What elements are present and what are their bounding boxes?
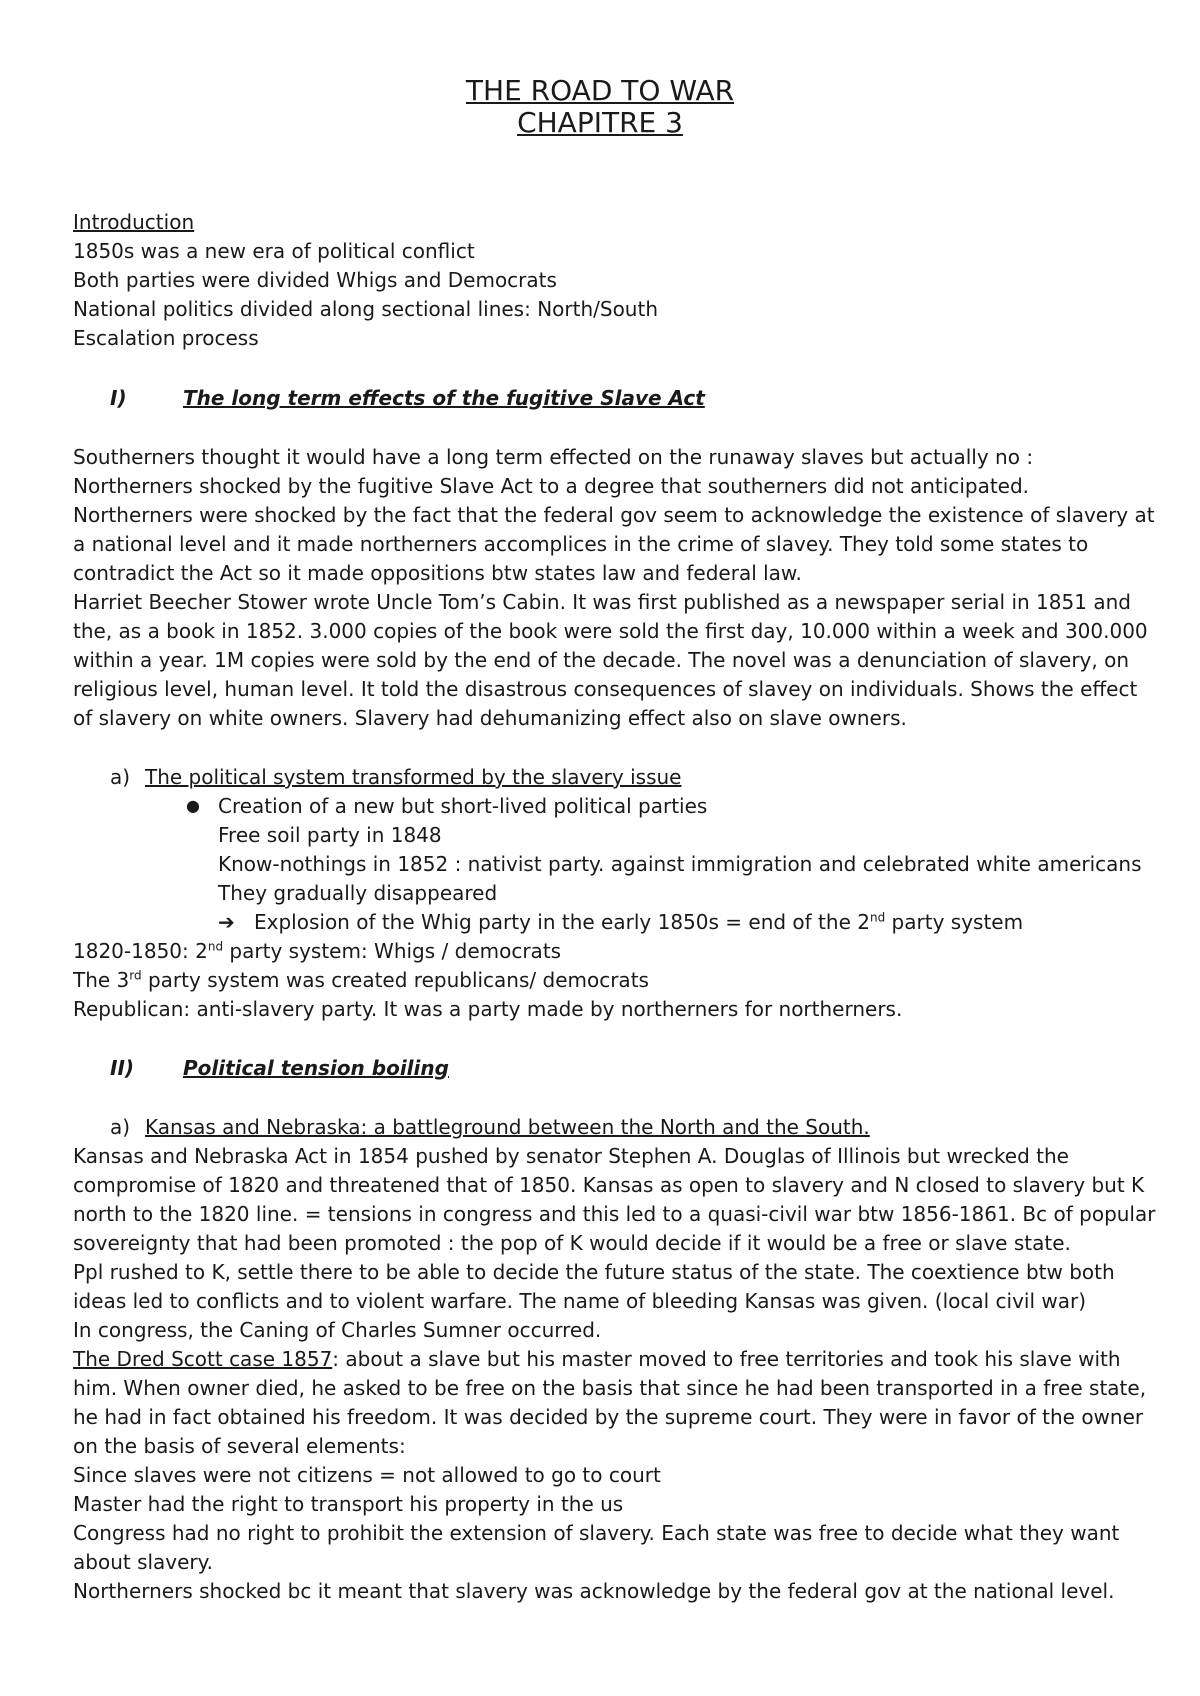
text-part: party system: Whigs / democrats — [223, 939, 562, 963]
subsection-2a-heading: Kansas and Nebraska: a battleground between the North and the South. — [145, 1115, 870, 1139]
paragraph-line: on the basis of several elements: — [73, 1434, 406, 1458]
paragraph-line: sovereignty that had been promoted : the pop of K would decide if it would be a free or slave state. — [73, 1231, 1071, 1255]
arrow-right-icon: ➔ — [218, 910, 235, 934]
superscript: nd — [869, 910, 886, 925]
paragraph-line: of slavery on white owners. Slavery had dehumanizing effect also on slave owners. — [73, 706, 907, 730]
text-part: : about a slave but his master moved to free territories and took his slave with — [332, 1347, 1121, 1371]
paragraph-line: contradict the Act so it made oppositions btw states law and federal law. — [73, 561, 802, 585]
superscript: nd — [207, 939, 224, 954]
paragraph-line: north to the 1820 line. = tensions in congress and this led to a quasi-civil war btw 1856-1861. Bc of popular — [73, 1202, 1156, 1226]
paragraph-line — [73, 936, 561, 966]
indented-line: Free soil party in 1848 — [218, 823, 442, 847]
paragraph-line: Congress had no right to prohibit the extension of slavery. Each state was free to decide what they want — [73, 1521, 1120, 1545]
paragraph-line: In congress, the Caning of Charles Sumner occurred. — [73, 1318, 602, 1342]
section-1-heading: The long term effects of the fugitive Slave Act — [183, 386, 705, 410]
paragraph-line: Since slaves were not citizens = not allowed to go to court — [73, 1463, 661, 1487]
paragraph-line: religious level, human level. It told the disastrous consequences of slavey on individuals. Shows the effect — [73, 677, 1138, 701]
section-1-marker: I) — [110, 386, 127, 410]
paragraph-line: him. When owner died, he asked to be free on the basis that since he had been transported in a free state, — [73, 1376, 1147, 1400]
dred-scott-label: The Dred Scott case 1857 — [73, 1347, 333, 1371]
section-2-heading: Political tension boiling — [183, 1056, 449, 1080]
paragraph-line: ideas led to conflicts and to violent warfare. The name of bleeding Kansas was given. (local civil war) — [73, 1289, 1087, 1313]
paragraph-line: Kansas and Nebraska Act in 1854 pushed by senator Stephen A. Douglas of Illinois but wrecked the — [73, 1144, 1069, 1168]
text-part: 1820-1850: 2 — [73, 939, 208, 963]
indented-line: They gradually disappeared — [218, 881, 498, 905]
intro-line: 1850s was a new era of political conflict — [73, 239, 475, 263]
paragraph-line: within a year. 1M copies were sold by the end of the decade. The novel was a denunciation of slavery, on — [73, 648, 1130, 672]
intro-line: National politics divided along sectional lines: North/South — [73, 297, 658, 321]
intro-line: Escalation process — [73, 326, 259, 350]
paragraph-line: he had in fact obtained his freedom. It was decided by the supreme court. They were in favor of the owner — [73, 1405, 1144, 1429]
paragraph-line — [73, 965, 649, 995]
title-line-2: CHAPITRE 3 — [517, 106, 683, 139]
arrow-text — [254, 907, 1023, 937]
indented-line: Know-nothings in 1852 : nativist party. against immigration and celebrated white americans — [218, 852, 1142, 876]
paragraph-line — [73, 1344, 1121, 1374]
paragraph-line: Northerners were shocked by the fact that the federal gov seem to acknowledge the existence of slavery at — [73, 503, 1155, 527]
subsection-1a-heading: The political system transformed by the slavery issue — [145, 765, 682, 789]
title-line-1: THE ROAD TO WAR — [465, 74, 735, 107]
subsection-1a-marker: a) — [110, 765, 131, 789]
text-part: The 3 — [73, 968, 130, 992]
paragraph-line: Northerners shocked bc it meant that slavery was acknowledge by the federal gov at the national level. — [73, 1579, 1115, 1603]
bullet-text: Creation of a new but short-lived political parties — [218, 794, 708, 818]
paragraph-line: Master had the right to transport his property in the us — [73, 1492, 624, 1516]
superscript: rd — [129, 968, 142, 983]
paragraph-line: Ppl rushed to K, settle there to be able to decide the future status of the state. The coextience btw both — [73, 1260, 1115, 1284]
arrow-text-part: party system — [885, 910, 1024, 934]
paragraph-line: Harriet Beecher Stower wrote Uncle Tom’s Cabin. It was first published as a newspaper serial in 1851 and — [73, 590, 1131, 614]
paragraph-line: about slavery. — [73, 1550, 213, 1574]
intro-heading: Introduction — [73, 210, 195, 234]
paragraph-line: Republican: anti-slavery party. It was a party made by northerners for northerners. — [73, 997, 903, 1021]
subsection-2a-marker: a) — [110, 1115, 131, 1139]
arrow-text-part: Explosion of the Whig party in the early 1850s = end of the 2 — [254, 910, 870, 934]
paragraph-line: Southerners thought it would have a long term effected on the runaway slaves but actually no : — [73, 445, 1034, 469]
paragraph-line: compromise of 1820 and threatened that of 1850. Kansas as open to slavery and N closed to slavery but K — [73, 1173, 1145, 1197]
paragraph-line: the, as a book in 1852. 3.000 copies of the book were sold the first day, 10.000 within a week and 300.000 — [73, 619, 1148, 643]
intro-line: Both parties were divided Whigs and Democrats — [73, 268, 557, 292]
bullet-icon: ● — [186, 796, 200, 815]
text-part: party system was created republicans/ democrats — [141, 968, 649, 992]
paragraph-line: Northerners shocked by the fugitive Slave Act to a degree that southerners did not anticipated. — [73, 474, 1030, 498]
paragraph-line: a national level and it made northerners accomplices in the crime of slavey. They told some states to — [73, 532, 1089, 556]
section-2-marker: II) — [110, 1056, 135, 1080]
